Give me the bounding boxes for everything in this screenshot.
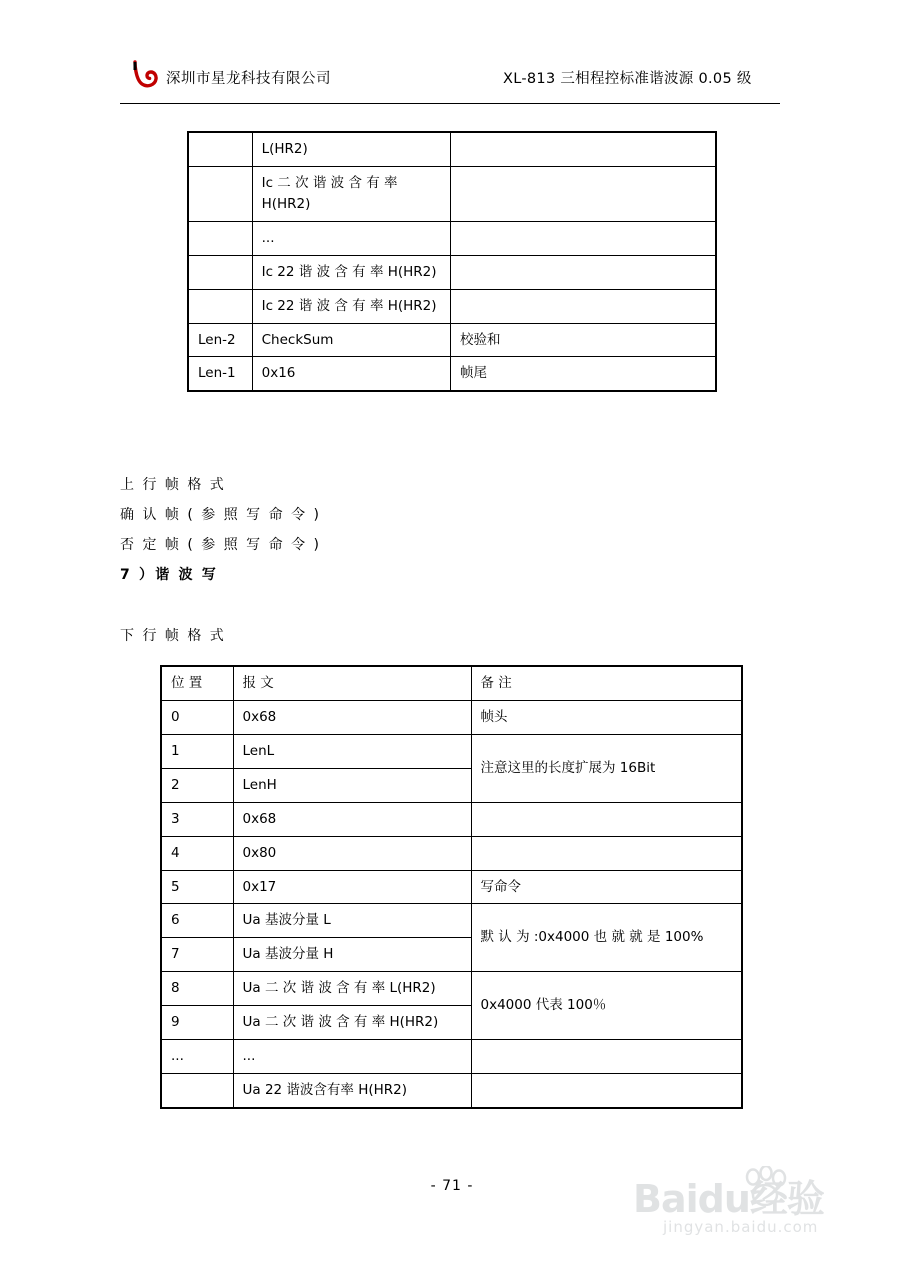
uplink-frame-table-continued — [187, 131, 717, 392]
cell-message: 0x80 — [233, 836, 471, 870]
table-row — [188, 289, 716, 323]
cell-note — [450, 132, 716, 166]
section-heading-harmonic-write: 7 ）谐 波 写 — [120, 567, 218, 583]
cell-note: 0x4000 代表 100％ — [471, 972, 742, 1040]
table-row — [161, 836, 742, 870]
cell-message: L(HR2) — [252, 132, 450, 166]
cell-note: 帧头 — [471, 700, 742, 734]
watermark-suffix-text: 经验 — [749, 1177, 824, 1221]
header-note: 备 注 — [471, 666, 742, 700]
header-position: 位 置 — [161, 666, 233, 700]
cell-message: 0x68 — [233, 700, 471, 734]
cell-position: 0 — [161, 700, 233, 734]
table-row — [161, 700, 742, 734]
cell-message: ... — [252, 221, 450, 255]
cell-position: 9 — [161, 1006, 233, 1040]
flame-logo-icon — [133, 60, 161, 90]
cell-position — [161, 1074, 233, 1108]
cell-note — [450, 221, 716, 255]
paragraph-ack-frame: 确 认 帧 ( 参 照 写 命 令 ) — [120, 507, 321, 523]
cell-message: Ua 基波分量 L — [233, 904, 471, 938]
cell-message: 0x17 — [233, 870, 471, 904]
page-header — [120, 58, 780, 104]
watermark-brand — [633, 1168, 824, 1223]
cell-position — [188, 132, 252, 166]
cell-message: Ua 二 次 谐 波 含 有 率 L(HR2) — [233, 972, 471, 1006]
table-row — [161, 904, 742, 938]
paragraph-downlink-format: 下 行 帧 格 式 — [120, 628, 226, 644]
cell-message: ... — [233, 1040, 471, 1074]
cell-message: Ic 二 次 谐 波 含 有 率 H(HR2) — [252, 166, 450, 221]
cell-position: 8 — [161, 972, 233, 1006]
cell-position: Len-1 — [188, 357, 252, 391]
cell-note: 注意这里的长度扩展为 16Bit — [471, 734, 742, 802]
paragraph-nak-frame: 否 定 帧 ( 参 照 写 命 令 ) — [120, 537, 321, 553]
cell-message: 0x68 — [233, 802, 471, 836]
table-row — [188, 255, 716, 289]
cell-position: ... — [161, 1040, 233, 1074]
watermark-url: jingyan.baidu.com — [663, 1218, 819, 1236]
table-header-row — [161, 666, 742, 700]
watermark — [633, 1168, 883, 1248]
cell-position: 6 — [161, 904, 233, 938]
cell-position: 5 — [161, 870, 233, 904]
cell-note — [450, 255, 716, 289]
cell-position: Len-2 — [188, 323, 252, 357]
cell-note — [471, 1074, 742, 1108]
table-row — [161, 1040, 742, 1074]
cell-position — [188, 166, 252, 221]
cell-note — [450, 166, 716, 221]
cell-message: Ua 22 谐波含有率 H(HR2) — [233, 1074, 471, 1108]
cell-note — [471, 836, 742, 870]
watermark-brand-text: Baidu — [633, 1177, 750, 1221]
table-row — [161, 972, 742, 1006]
cell-message: Ic 22 谐 波 含 有 率 H(HR2) — [252, 255, 450, 289]
cell-position — [188, 221, 252, 255]
cell-message: Ua 基波分量 H — [233, 938, 471, 972]
cell-position: 4 — [161, 836, 233, 870]
header-company-name: 深圳市星龙科技有限公司 — [166, 71, 331, 87]
table-row — [161, 1074, 742, 1108]
cell-position: 2 — [161, 768, 233, 802]
paw-print-icon — [743, 1166, 789, 1208]
cell-message: 0x16 — [252, 357, 450, 391]
table-row — [188, 221, 716, 255]
table-row — [188, 166, 716, 221]
cell-message: Ic 22 谐 波 含 有 率 H(HR2) — [252, 289, 450, 323]
cell-message: Ua 二 次 谐 波 含 有 率 H(HR2) — [233, 1006, 471, 1040]
cell-note: 写命令 — [471, 870, 742, 904]
table-row — [161, 870, 742, 904]
cell-message: LenH — [233, 768, 471, 802]
cell-note — [471, 802, 742, 836]
cell-position — [188, 289, 252, 323]
downlink-frame-table — [160, 665, 743, 1109]
header-document-title: XL-813 三相程控标准谐波源 0.05 级 — [503, 71, 752, 87]
cell-note: 校验和 — [450, 323, 716, 357]
header-divider — [120, 103, 780, 104]
paragraph-uplink-format: 上 行 帧 格 式 — [120, 477, 226, 493]
cell-position — [188, 255, 252, 289]
cell-note: 帧尾 — [450, 357, 716, 391]
table-row — [161, 802, 742, 836]
cell-note — [450, 289, 716, 323]
table-row — [161, 734, 742, 768]
table-row — [188, 132, 716, 166]
cell-position: 3 — [161, 802, 233, 836]
cell-note: 默 认 为 :0x4000 也 就 就 是 100% — [471, 904, 742, 972]
cell-position: 1 — [161, 734, 233, 768]
header-message: 报 文 — [233, 666, 471, 700]
page-number: - 71 - — [430, 1178, 474, 1194]
cell-message: CheckSum — [252, 323, 450, 357]
cell-message: LenL — [233, 734, 471, 768]
cell-note — [471, 1040, 742, 1074]
table-row — [188, 323, 716, 357]
cell-position: 7 — [161, 938, 233, 972]
table-row — [188, 357, 716, 391]
